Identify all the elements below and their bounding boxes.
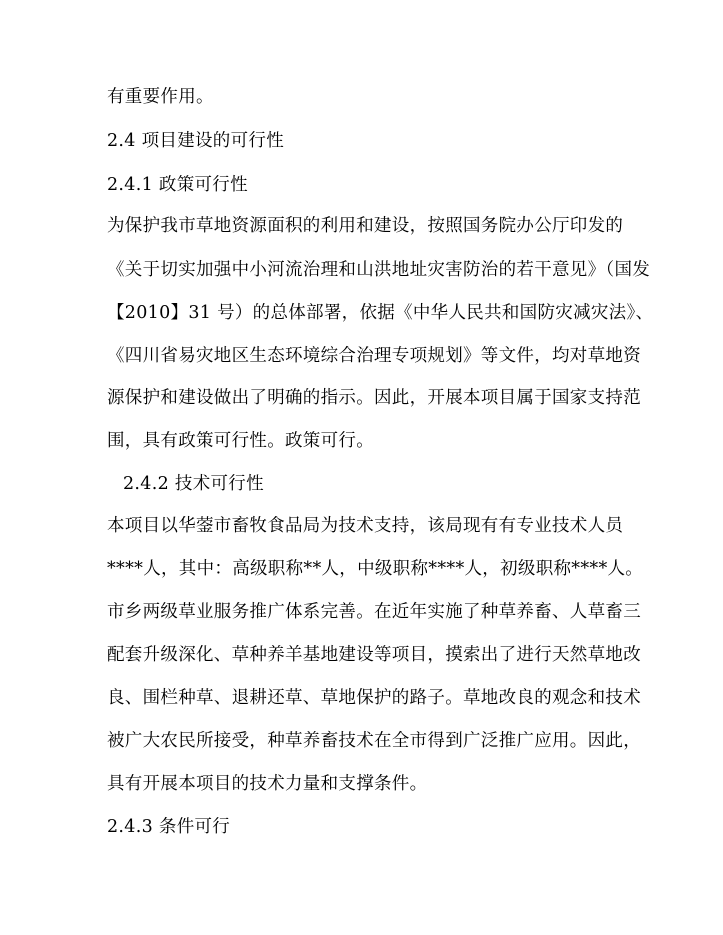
paragraph-line: 被广大农民所接受，种草养畜技术在全市得到广泛推广应用。因此， bbox=[107, 731, 641, 751]
paragraph-line: 《关于切实加强中小河流治理和山洪地址灾害防治的若干意见》（国发 bbox=[107, 260, 651, 280]
section-heading-2-4-1: 2.4.1 政策可行性 bbox=[107, 175, 248, 195]
section-heading-2-4-2: 2.4.2 技术可行性 bbox=[123, 474, 264, 494]
section-heading-2-4: 2.4 项目建设的可行性 bbox=[107, 131, 284, 151]
paragraph-line: ****人，其中：高级职称**人，中级职称****人，初级职称****人。 bbox=[107, 559, 644, 579]
section-heading-2-4-3: 2.4.3 条件可行 bbox=[107, 817, 231, 837]
paragraph-line: 《四川省易灾地区生态环境综合治理专项规划》等文件，均对草地资 bbox=[107, 346, 641, 366]
paragraph-line: 配套升级深化、草种养羊基地建设等项目，摸索出了进行天然草地改 bbox=[107, 645, 641, 665]
paragraph-line: 本项目以华蓥市畜牧食品局为技术支持，该局现有有专业技术人员 bbox=[107, 516, 624, 536]
paragraph-line: 良、围栏种草、退耕还草、草地保护的路子。草地改良的观念和技术 bbox=[107, 688, 641, 708]
paragraph-line: 【2010】31 号）的总体部署，依据《中华人民共和国防灾减灾法》、 bbox=[107, 303, 654, 323]
paragraph-line: 有重要作用。 bbox=[107, 87, 214, 107]
paragraph-line: 为保护我市草地资源面积的利用和建设，按照国务院办公厅印发的 bbox=[107, 216, 624, 236]
paragraph-line: 具有开展本项目的技术力量和支撑条件。 bbox=[107, 774, 428, 794]
paragraph-line: 市乡两级草业服务推广体系完善。在近年实施了种草养畜、人草畜三 bbox=[107, 602, 641, 622]
paragraph-line: 源保护和建设做出了明确的指示。因此，开展本项目属于国家支持范 bbox=[107, 388, 641, 408]
paragraph-line: 围，具有政策可行性。政策可行。 bbox=[107, 431, 374, 451]
